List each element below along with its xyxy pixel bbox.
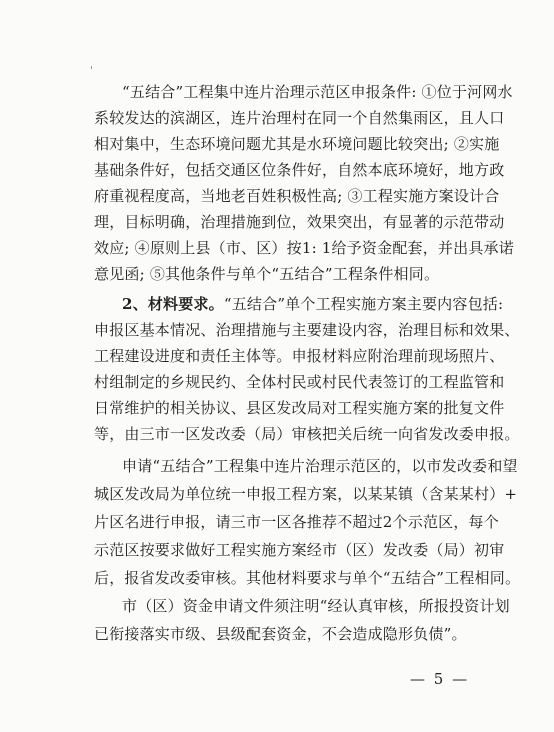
paragraph-line: 意见函; ⑤其他条件与单个“五结合”工程条件相同。 <box>94 265 440 283</box>
paragraph-line: 工程建设进度和责任主体等。申报材料应附治理前现场照片、 <box>94 347 505 365</box>
paragraph-line: 等，由三市一区发改委（局）审核把关后统一向省发改委申报。 <box>94 425 520 443</box>
section-2-intro: “五结合”单个工程实施方案主要内容包括: <box>223 295 504 313</box>
paragraph-line: 已衔接落实市级、县级配套资金，不会造成隐形负债”。 <box>94 625 467 643</box>
paragraph-line: 系较发达的滨湖区，连片治理村在同一个自然集雨区，且人口 <box>94 109 505 127</box>
paragraph-line: 日常维护的相关协议、县区发改局对工程实施方案的批复文件 <box>94 399 505 417</box>
section-2-first-line <box>122 294 504 314</box>
margin-mark: ' <box>90 64 94 77</box>
paragraph-line: 理，目标明确，治理措施到位，效果突出，有显著的示范带动 <box>94 213 505 231</box>
paragraph-line: 申报区基本情况、治理措施与主要建设内容，治理目标和效果、 <box>94 321 520 339</box>
paragraph-line: 市（区）资金申请文件须注明“经认真审核，所报投资计划 <box>122 597 510 615</box>
page-number: — 5 — <box>410 670 470 688</box>
paragraph-line: 相对集中，生态环境问题尤其是水环境问题比较突出; ②实施 <box>94 135 500 153</box>
paragraph-line: 基础条件好，包括交通区位条件好，自然本底环境好，地方政 <box>94 161 505 179</box>
paragraph-line: 申请“五结合”工程集中连片治理示范区的，以市发改委和望 <box>122 457 518 475</box>
paragraph-line: 府重视程度高，当地老百姓积极性高; ③工程实施方案设计合 <box>94 187 500 205</box>
paragraph-line: 效应; ④原则上县（市、区）按1: 1给予资金配套，并出具承诺 <box>94 239 514 257</box>
paragraph-line: “五结合”工程集中连片治理示范区申报条件: ①位于河网水 <box>122 83 513 101</box>
section-2-heading: 2、材料要求。 <box>122 295 224 313</box>
paragraph-line: 示范区按要求做好工程实施方案经市（区）发改委（局）初审 <box>94 541 505 559</box>
paragraph-line: 后，报省发改委审核。其他材料要求与单个“五结合”工程相同。 <box>94 569 521 587</box>
paragraph-line: 城区发改局为单位统一申报工程方案，以某某镇（含某某村）+ <box>94 485 518 503</box>
paragraph-line: 村组制定的乡规民约、全体村民或村民代表签订的工程监管和 <box>94 373 505 391</box>
paragraph-line: 片区名进行申报，请三市一区各推荐不超过2个示范区，每个 <box>94 513 499 531</box>
